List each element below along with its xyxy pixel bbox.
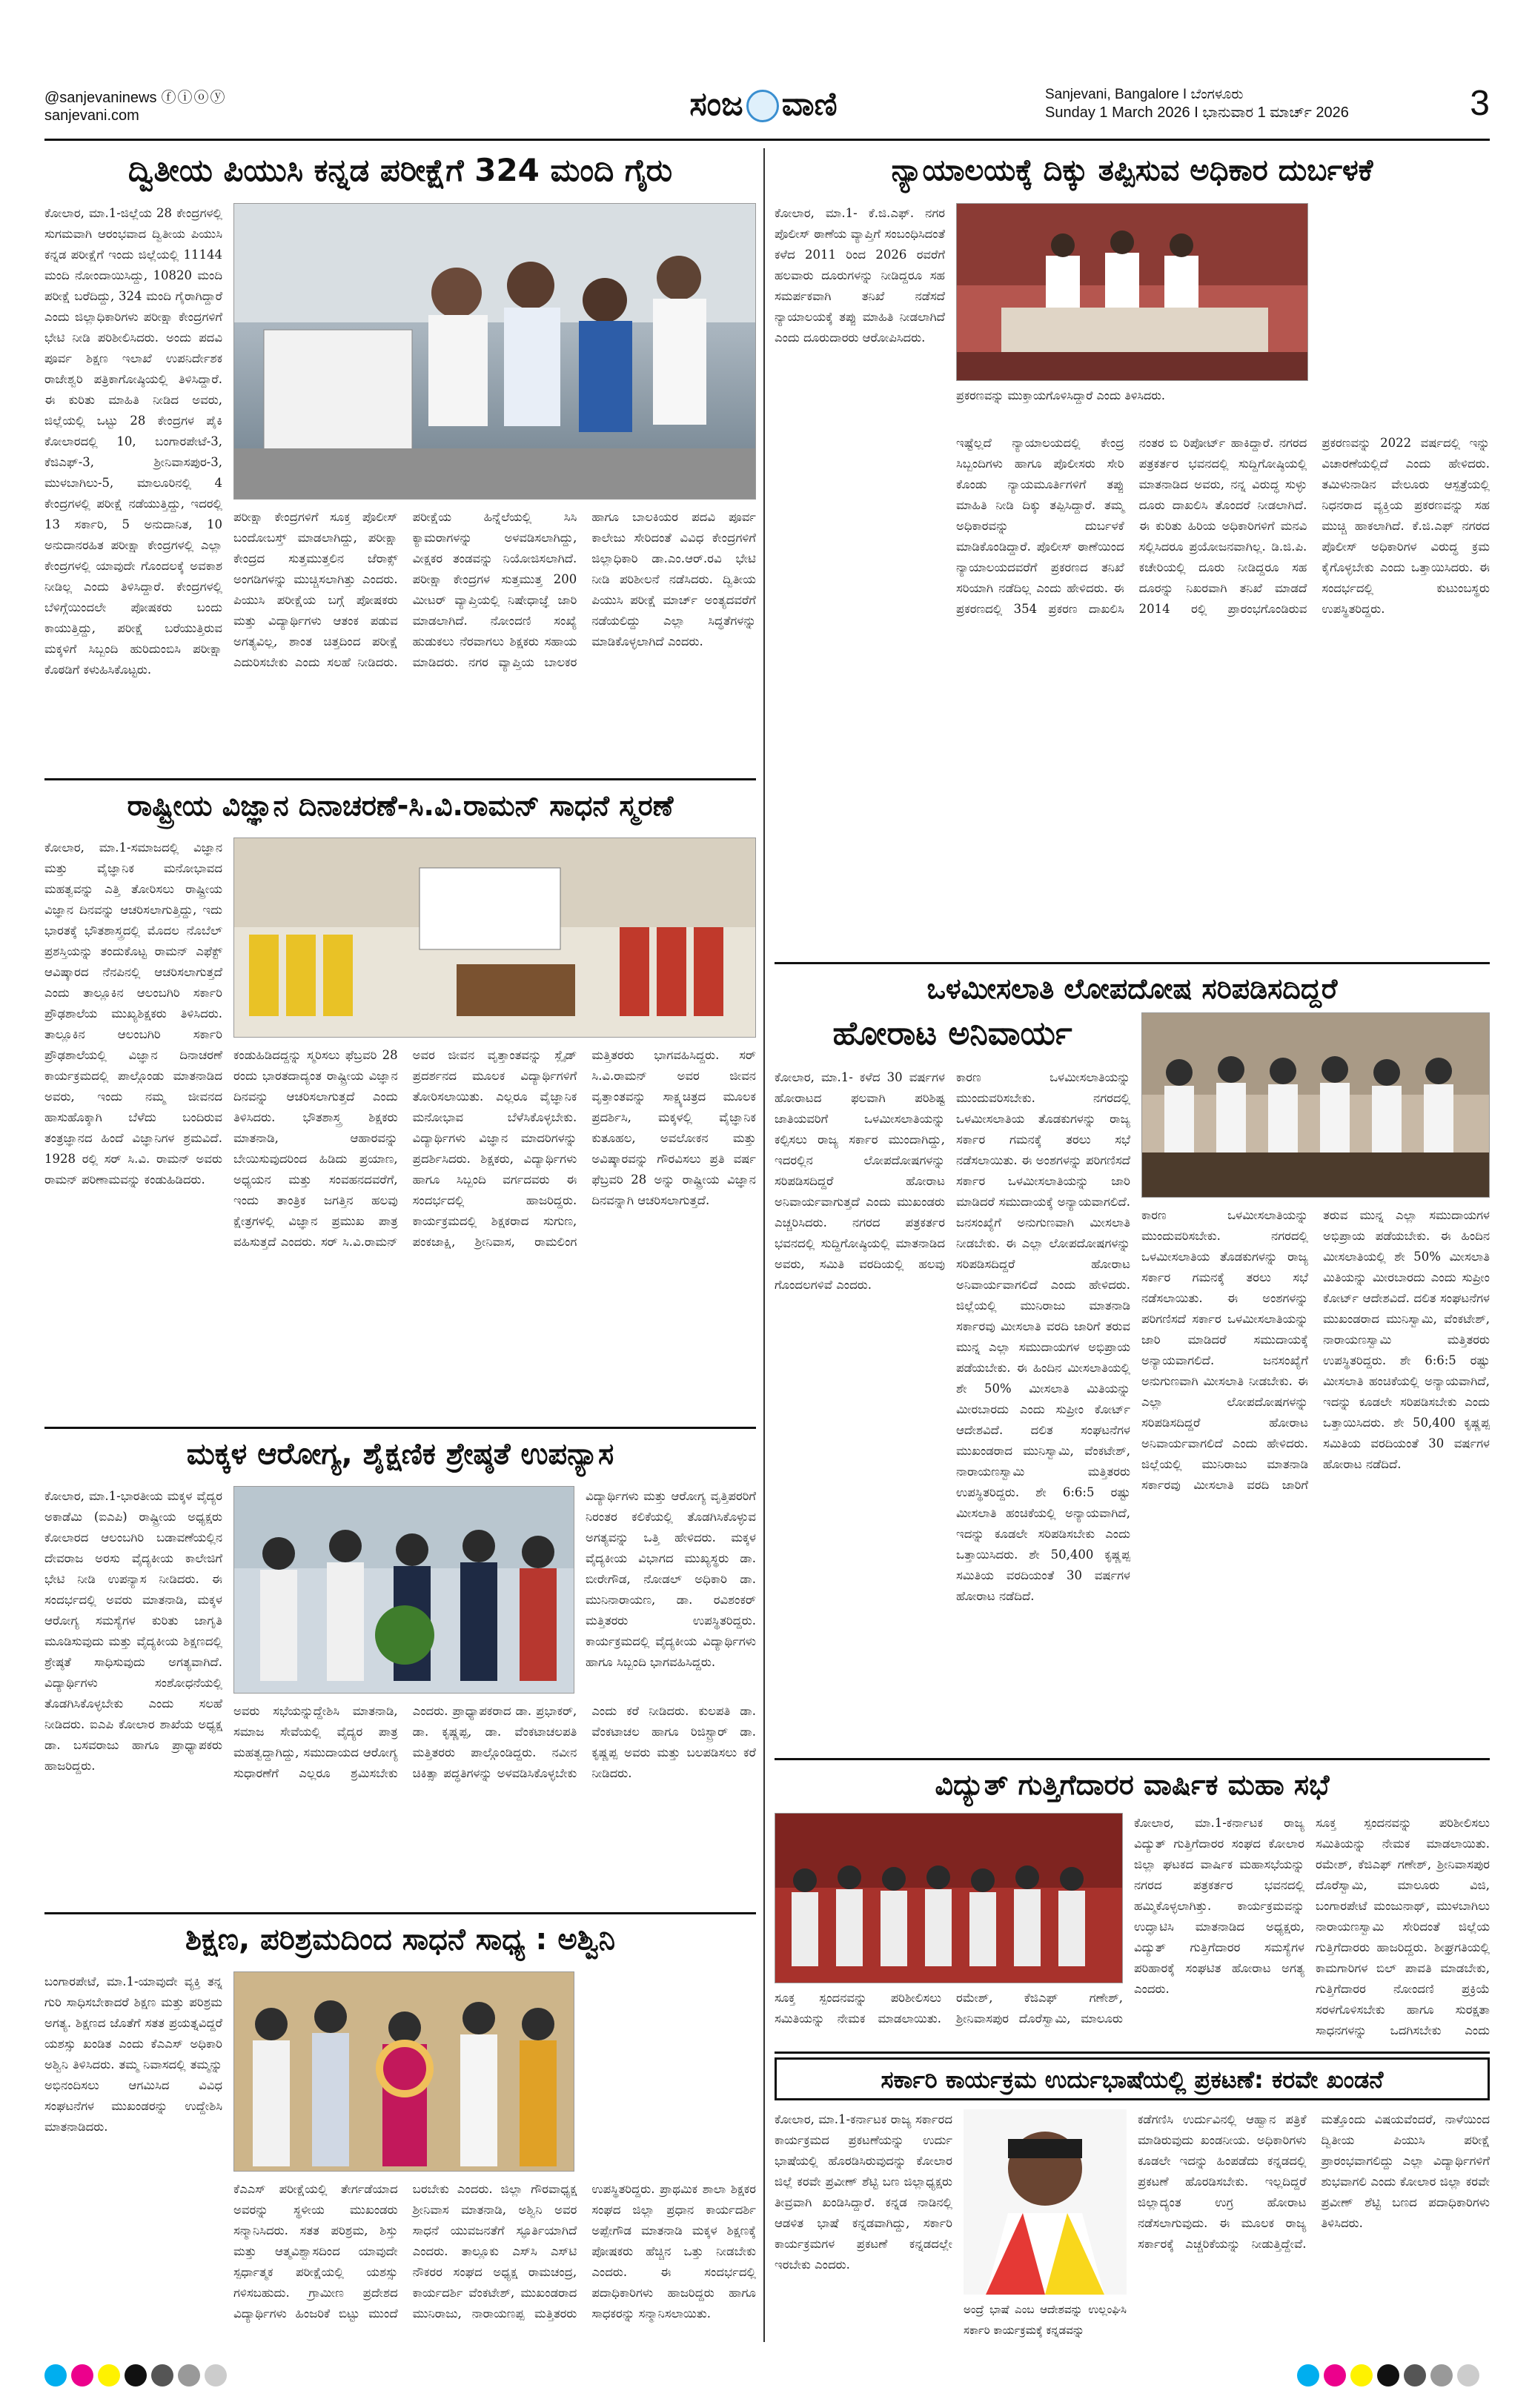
photo-lecture-inauguration <box>233 1486 574 1694</box>
article-internal-reservation <box>775 968 1490 1754</box>
headline: ಸರ್ಕಾರಿ ಕಾರ್ಯಕ್ರಮ ಉರ್ದುಭಾಷೆಯಲ್ಲಿ ಪ್ರಕಟಣೆ: ಕರವೇ ಖಂಡನೆ <box>775 2057 1490 2100</box>
grey-dot <box>1457 2364 1479 2387</box>
social-handle[interactable]: @sanjevaninews <box>44 90 157 106</box>
edition-info <box>1045 86 1460 122</box>
headline: ರಾಷ್ಟ್ರೀಯ ವಿಜ್ಞಾನ ದಿನಾಚರಣೆ-ಸಿ.ವಿ.ರಾಮನ್ ಸಾಧನೆ ಸ್ಮರಣೆ <box>127 789 674 822</box>
article-body-text: ಪರೀಕ್ಷಾ ಕೇಂದ್ರಗಳಿಗೆ ಸೂಕ್ತ ಪೊಲೀಸ್ ಬಂದೋಬಸ್ತ್ ಮಾಡಲಾಗಿದ್ದು, ಪರೀಕ್ಷಾ ಕೇಂದ್ರದ ಸುತ್ತಮುತ್ತಲಿನ ಜೆರಾಕ್ಸ್ ಅಂಗಡಿಗಳನ್ನು ಮುಚ್ಚಿಸಲಾಗಿತ್ತು ಎಂದರು. ಪಿಯುಸಿ ಪರೀಕ್ಷೆಯ ಬಗ್ಗೆ ಪೋಷಕರು ಮತ್ತು ವಿದ್ಯಾರ್ಥಿಗಳು ಆತಂಕ ಪಡುವ ಅಗತ್ಯವಿಲ್ಲ, ಶಾಂತ ಚಿತ್ತದಿಂದ ಪರೀಕ್ಷೆ ಎದುರಿಸಬೇಕು ಎಂದು ಸಲಹೆ ನೀಡಿದರು. ಪರೀಕ್ಷೆಯ ಹಿನ್ನೆಲೆಯಲ್ಲಿ ಸಿಸಿ ಕ್ಯಾಮರಾಗಳನ್ನು ಅಳವಡಿಸಲಾಗಿದ್ದು, ವೀಕ್ಷಕರ ತಂಡವನ್ನು ನಿಯೋಜಿಸಲಾಗಿದೆ. ಪರೀಕ್ಷಾ ಕೇಂದ್ರಗಳ ಸುತ್ತಮುತ್ತ 200 ಮೀಟರ್ ವ್ಯಾಪ್ತಿಯಲ್ಲಿ ನಿಷೇಧಾಜ್ಞೆ ಜಾರಿ ಮಾಡಲಾಗಿದೆ. ನೋಂದಣಿ ಸಂಖ್ಯೆ ಹುಡುಕಲು ನೆರವಾಗಲು ಶಿಕ್ಷಕರು ಸಹಾಯ ಮಾಡಿದರು. ನಗರ ವ್ಯಾಪ್ತಿಯ ಬಾಲಕರ ಹಾಗೂ ಬಾಲಕಿಯರ ಪದವಿ ಪೂರ್ವ ಕಾಲೇಜು ಸೇರಿದಂತೆ ವಿವಿಧ ಕೇಂದ್ರಗಳಿಗೆ ಜಿಲ್ಲಾಧಿಕಾರಿ ಡಾ.ಎಂ.ಆರ್.ರವಿ ಭೇಟಿ ನೀಡಿ ಪರಿಶೀಲನೆ ನಡೆಸಿದರು. ದ್ವಿತೀಯ ಪಿಯುಸಿ ಪರೀಕ್ಷೆ ಮಾರ್ಚ್ ಅಂತ್ಯದವರೆಗೆ ನಡೆಯಲಿದ್ದು ಎಲ್ಲಾ ಸಿದ್ಧತೆಗಳನ್ನು ಮಾಡಿಕೊಳ್ಳಲಾಗಿದೆ ಎಂದರು. <box>233 510 756 669</box>
article-body-text: ಇಷ್ಟೆಲ್ಲದೆ ನ್ಯಾಯಾಲಯದಲ್ಲಿ ಕೇಂದ್ರ ಸಿಬ್ಬಂದಿಗಳು ಹಾಗೂ ಪೊಲೀಸರು ಸೇರಿ ಕೊಂಡು ನ್ಯಾಯಮೂರ್ತಿಗಳಿಗೆ ತಪ್ಪು ಮಾಹಿತಿ ನೀಡಿ ದಿಕ್ಕು ತಪ್ಪಿಸಿದ್ದಾರೆ. ತಮ್ಮ ಅಧಿಕಾರವನ್ನು ದುರ್ಬಳಕೆ ಮಾಡಿಕೊಂಡಿದ್ದಾರೆ. ಪೊಲೀಸ್ ಠಾಣೆಯಿಂದ ನ್ಯಾಯಾಲಯದವರೆಗೆ ಪ್ರಕರಣದ ತನಿಖೆ ಸರಿಯಾಗಿ ನಡೆದಿಲ್ಲ ಎಂದು ಹೇಳಿದರು. ಈ ಪ್ರಕರಣದಲ್ಲಿ 354 ಪ್ರಕರಣ ದಾಖಲಿಸಿ ನಂತರ ಬಿ ರಿಪೋರ್ಟ್ ಹಾಕಿದ್ದಾರೆ. ನಗರದ ಪತ್ರಕರ್ತರ ಭವನದಲ್ಲಿ ಸುದ್ದಿಗೋಷ್ಠಿಯಲ್ಲಿ ಮಾತನಾಡಿದ ಅವರು, ನನ್ನ ವಿರುದ್ಧ ಸುಳ್ಳು ದೂರು ದಾಖಲಿಸಿ ತೊಂದರೆ ನೀಡಲಾಗಿದೆ. ಈ ಕುರಿತು ಹಿರಿಯ ಅಧಿಕಾರಿಗಳಿಗೆ ಮನವಿ ಸಲ್ಲಿಸಿದರೂ ಪ್ರಯೋಜನವಾಗಿಲ್ಲ. ಡಿ.ಜಿ.ಪಿ. ಕಚೇರಿಯಲ್ಲಿ ದೂರು ನೀಡಿದ್ದರೂ ಸಹ ದೂರನ್ನು ನಿಖರವಾಗಿ ತನಿಖೆ ಮಾಡದೆ 2014 ರಲ್ಲಿ ಪ್ರಾರಂಭಗೊಂಡಿರುವ ಪ್ರಕರಣವನ್ನು 2022 ವರ್ಷದಲ್ಲಿ ಇನ್ನು ವಿಚಾರಣೆಯಲ್ಲಿದೆ ಎಂದು ಹೇಳಿದರು. ತಮಿಳುನಾಡಿನ ವೇಲೂರು ಆಸ್ಪತ್ರೆಯಲ್ಲಿ ನಿಧನರಾದ ವ್ಯಕ್ತಿಯ ಪ್ರಕರಣವನ್ನು ಸಹ ಮುಚ್ಚಿ ಹಾಕಲಾಗಿದೆ. ಕೆ.ಜಿ.ಎಫ್ ನಗರದ ಪೊಲೀಸ್ ಅಧಿಕಾರಿಗಳ ವಿರುದ್ಧ ಕ್ರಮ ಕೈಗೊಳ್ಳಬೇಕು ಎಂದು ಒತ್ತಾಯಿಸಿದರು. ಈ ಸಂದರ್ಭದಲ್ಲಿ ಕುಟುಂಬಸ್ಥರು ಉಪಸ್ಥಿತರಿದ್ದರು. <box>956 436 1490 616</box>
cyan-dot <box>1297 2364 1319 2387</box>
yellow-dot <box>1350 2364 1373 2387</box>
masthead <box>44 82 1490 141</box>
article-science-day <box>44 784 756 1422</box>
section-rule <box>44 778 756 780</box>
edition-name: Sanjevani, Bangalore I <box>1045 87 1187 102</box>
photo-illustration <box>957 204 1308 381</box>
social-icons[interactable]: ⓕⓘⓞⓨ <box>161 90 227 106</box>
newspaper-logo <box>578 82 949 127</box>
article-body-text: ಕಾರಣ ಒಳಮೀಸಲಾತಿಯನ್ನು ಮುಂದುವರಿಸಬೇಕು. ನಗರದಲ್ಲಿ ಒಳಮೀಸಲಾತಿಯ ತೊಡಕುಗಳನ್ನು ರಾಜ್ಯ ಸರ್ಕಾರ ಗಮನಕ್ಕೆ ತರಲು ಸಭೆ ನಡೆಸಲಾಯಿತು. ಈ ಅಂಶಗಳನ್ನು ಪರಿಗಣಿಸದೆ ಸರ್ಕಾರ ಒಳಮೀಸಲಾತಿಯನ್ನು ಜಾರಿ ಮಾಡಿದರೆ ಸಮುದಾಯಕ್ಕೆ ಅನ್ಯಾಯವಾಗಲಿದೆ. ಜನಸಂಖ್ಯೆಗೆ ಅನುಗುಣವಾಗಿ ಮೀಸಲಾತಿ ನೀಡಬೇಕು. ಈ ಎಲ್ಲಾ ಲೋಪದೋಷಗಳನ್ನು ಸರಿಪಡಿಸದಿದ್ದರೆ ಹೋರಾಟ ಅನಿವಾರ್ಯವಾಗಲಿದೆ ಎಂದು ಹೇಳಿದರು. ಜಿಲ್ಲೆಯಲ್ಲಿ ಮುನಿರಾಜು ಮಾತನಾಡಿ ಸರ್ಕಾರವು ಮೀಸಲಾತಿ ವರದಿ ಜಾರಿಗೆ ತರುವ ಮುನ್ನ ಎಲ್ಲಾ ಸಮುದಾಯಗಳ ಅಭಿಪ್ರಾಯ ಪಡೆಯಬೇಕು. ಈ ಹಿಂದಿನ ಮೀಸಲಾತಿಯಲ್ಲಿ ಶೇ 50% ಮೀಸಲಾತಿ ಮಿತಿಯನ್ನು ಮೀರಬಾರದು ಎಂದು ಸುಪ್ರೀಂ ಕೋರ್ಟ್ ಆದೇಶವಿದೆ. ದಲಿತ ಸಂಘಟನೆಗಳ ಮುಖಂಡರಾದ ಮುನಿಸ್ವಾಮಿ, ವೆಂಕಟೇಶ್, ನಾರಾಯಣಸ್ವಾಮಿ ಮತ್ತಿತರರು ಉಪಸ್ಥಿತರಿದ್ದರು. ಶೇ 6:6:5 ರಷ್ಟು ಮೀಸಲಾತಿ ಹಂಚಿಕೆಯಲ್ಲಿ ಅನ್ಯಾಯವಾಗಿದೆ, ಇದನ್ನು ಕೂಡಲೇ ಸರಿಪಡಿಸಬೇಕು ಎಂದು ಒತ್ತಾಯಿಸಿದರು. ಶೇ 50,400 ಕೃಷ್ಣಪ್ಪ ಸಮಿತಿಯ ವರದಿಯಂತೆ 30 ವರ್ಷಗಳ ಹೋರಾಟ ನಡೆದಿದೆ. <box>1141 1208 1490 1492</box>
headline: ವಿದ್ಯುತ್ ಗುತ್ತಿಗೆದಾರರ ವಾರ್ಷಿಕ ಮಹಾ ಸಭೆ <box>935 1768 1330 1801</box>
headline: ಶಿಕ್ಷಣ, ಪರಿಶ್ರಮದಿಂದ ಸಾಧನೆ ಸಾಧ್ಯ : ಅಶ್ವಿನಿ <box>185 1923 616 1957</box>
photo-illustration <box>234 1487 574 1694</box>
magenta-dot <box>1324 2364 1346 2387</box>
site-url[interactable]: sanjevani.com <box>44 107 139 124</box>
photo-illustration <box>234 838 756 1038</box>
photo-illustration <box>1142 1013 1490 1198</box>
grey-dot <box>151 2364 173 2387</box>
article-body-text: ಅವರು ಸಭೆಯನ್ನುದ್ದೇಶಿಸಿ ಮಾತನಾಡಿ, ಸಮಾಜ ಸೇವೆಯಲ್ಲಿ ವೈದ್ಯರ ಪಾತ್ರ ಮಹತ್ವದ್ದಾಗಿದ್ದು, ಸಮುದಾಯದ ಆರೋಗ್ಯ ಸುಧಾರಣೆಗೆ ಎಲ್ಲರೂ ಶ್ರಮಿಸಬೇಕು ಎಂದರು. ಪ್ರಾಧ್ಯಾಪಕರಾದ ಡಾ. ಪ್ರಭಾಕರ್, ಡಾ. ಕೃಷ್ಣಪ್ಪ, ಡಾ. ವೆಂಕಟಾಚಲಪತಿ ಮತ್ತಿತರರು ಪಾಲ್ಗೊಂಡಿದ್ದರು. ನವೀನ ಚಿಕಿತ್ಸಾ ಪದ್ಧತಿಗಳನ್ನು ಅಳವಡಿಸಿಕೊಳ್ಳಬೇಕು ಎಂದು ಕರೆ ನೀಡಿದರು. ಕುಲಪತಿ ಡಾ. ವೆಂಕಟಾಚಲ ಹಾಗೂ ರಿಜಿಸ್ಟ್ರಾರ್ ಡಾ. ಕೃಷ್ಣಪ್ಪ ಅವರು ಮತ್ತು ಬಲಪಡಿಸಲು ಕರೆ ನೀಡಿದರು. <box>233 1704 756 1780</box>
page-number: 3 <box>1470 84 1490 123</box>
section-rule <box>44 1912 756 1914</box>
magenta-dot <box>71 2364 93 2387</box>
photo-students-checking-numbers <box>233 203 756 500</box>
article-body-text: ಕಡೆಗಣಿಸಿ ಉರ್ದುವಿನಲ್ಲಿ ಆಹ್ವಾನ ಪತ್ರಿಕೆ ಮಾಡಿರುವುದು ಖಂಡನೀಯ. ಅಧಿಕಾರಿಗಳು ಕೂಡಲೇ ಇದನ್ನು ಹಿಂಪಡೆದು ಕನ್ನಡದಲ್ಲಿ ಪ್ರಕಟಣೆ ಹೊರಡಿಸಬೇಕು. ಇಲ್ಲದಿದ್ದರೆ ಜಿಲ್ಲಾದ್ಯಂತ ಉಗ್ರ ಹೋರಾಟ ನಡೆಸಲಾಗುವುದು. ಈ ಮೂಲಕ ರಾಜ್ಯ ಸರ್ಕಾರಕ್ಕೆ ಎಚ್ಚರಿಕೆಯನ್ನು ನೀಡುತ್ತಿದ್ದೇವೆ. ಮತ್ತೊಂದು ವಿಷಯವೆಂದರೆ, ನಾಳೆಯಿಂದ ದ್ವಿತೀಯ ಪಿಯುಸಿ ಪರೀಕ್ಷೆ ಪ್ರಾರಂಭವಾಗಲಿದ್ದು ಎಲ್ಲಾ ವಿದ್ಯಾರ್ಥಿಗಳಿಗೆ ಶುಭವಾಗಲಿ ಎಂದು ಕೋಲಾರ ಜಿಲ್ಲಾ ಕರವೇ ಪ್ರವೀಣ್ ಶೆಟ್ಟಿ ಬಣದ ಪದಾಧಿಕಾರಿಗಳು ತಿಳಿಸಿದರು. <box>1138 2112 1490 2251</box>
photo-illustration <box>234 204 756 500</box>
article-puc-exam <box>44 148 756 771</box>
logo-globe-icon <box>746 90 779 122</box>
article-lead-text: ಕೋಲಾರ, ಮಾ.1-ಸಮಾಜದಲ್ಲಿ ವಿಜ್ಞಾನ ಮತ್ತು ವೈಜ್ಞಾನಿಕ ಮನೋಭಾವದ ಮಹತ್ವವನ್ನು ಎತ್ತಿ ತೋರಿಸಲು ರಾಷ್ಟ್ರೀಯ ವಿಜ್ಞಾನ ದಿನವನ್ನು ಆಚರಿಸಲಾಗುತ್ತಿದ್ದು, ಇದು ಭಾರತಕ್ಕೆ ಭೌತಶಾಸ್ತ್ರದಲ್ಲಿ ಮೊದಲ ನೊಬೆಲ್ ಪ್ರಶಸ್ತಿಯನ್ನು ತಂದುಕೊಟ್ಟ ರಾಮನ್ ಎಫೆಕ್ಟ್ ಆವಿಷ್ಕಾರದ ನೆನಪಿನಲ್ಲಿ ಆಚರಿಸಲಾಗುತ್ತದೆ ಎಂದು ತಾಲ್ಲೂಕಿನ ಆಲಂಬಗಿರಿ ಸರ್ಕಾರಿ ಪ್ರೌಢಶಾಲೆಯ ಮುಖ್ಯಶಿಕ್ಷಕರು ತಿಳಿಸಿದರು. ತಾಲ್ಲೂಕಿನ ಆಲಂಬಗಿರಿ ಸರ್ಕಾರಿ ಪ್ರೌಢಶಾಲೆಯಲ್ಲಿ ವಿಜ್ಞಾನ ದಿನಾಚರಣೆ ಕಾರ್ಯಕ್ರಮದಲ್ಲಿ ಪಾಲ್ಗೊಂಡು ಮಾತನಾಡಿದ ಅವರು, ಇಂದು ನಮ್ಮ ಜೀವನದ ಹಾಸುಹೊಕ್ಕಾಗಿ ಬೆಳೆದು ಬಂದಿರುವ ತಂತ್ರಜ್ಞಾನದ ಹಿಂದೆ ವಿಜ್ಞಾನಿಗಳ ಶ್ರಮವಿದೆ. 1928 ರಲ್ಲಿ ಸರ್ ಸಿ.ವಿ. ರಾಮನ್ ಅವರು ರಾಮನ್ ಪರಿಣಾಮವನ್ನು ಕಂಡುಹಿಡಿದರು. <box>44 840 222 1187</box>
section-rule <box>775 2052 1490 2054</box>
section-rule <box>44 1427 756 1429</box>
photo-illustration <box>234 1972 574 2172</box>
yellow-dot <box>98 2364 120 2387</box>
color-registration-left <box>44 2364 227 2391</box>
article-body-text: ಕೆಎಎಸ್ ಪರೀಕ್ಷೆಯಲ್ಲಿ ತೇರ್ಗಡೆಯಾದ ಅವರನ್ನು ಸ್ಥಳೀಯ ಮುಖಂಡರು ಸನ್ಮಾನಿಸಿದರು. ಸತತ ಪರಿಶ್ರಮ, ಶಿಸ್ತು ಮತ್ತು ಆತ್ಮವಿಶ್ವಾಸದಿಂದ ಯಾವುದೇ ಸ್ಪರ್ಧಾತ್ಮಕ ಪರೀಕ್ಷೆಯಲ್ಲಿ ಯಶಸ್ಸು ಗಳಿಸಬಹುದು. ಗ್ರಾಮೀಣ ಪ್ರದೇಶದ ವಿದ್ಯಾರ್ಥಿಗಳು ಹಿಂಜರಿಕೆ ಬಿಟ್ಟು ಮುಂದೆ ಬರಬೇಕು ಎಂದರು. ಜಿಲ್ಲಾ ಗೌರವಾಧ್ಯಕ್ಷ ಶ್ರೀನಿವಾಸ ಮಾತನಾಡಿ, ಅಶ್ವಿನಿ ಅವರ ಸಾಧನೆ ಯುವಜನತೆಗೆ ಸ್ಫೂರ್ತಿಯಾಗಿದೆ ಎಂದರು. ತಾಲ್ಲೂಕು ಎಸ್‌ಸಿ ಎಸ್‌ಟಿ ನೌಕರರ ಸಂಘದ ಅಧ್ಯಕ್ಷ ರಾಮಚಂದ್ರ, ಕಾರ್ಯದರ್ಶಿ ವೆಂಕಟೇಶ್, ಮುಖಂಡರಾದ ಮುನಿರಾಜು, ನಾರಾಯಣಪ್ಪ ಮತ್ತಿತರರು ಉಪಸ್ಥಿತರಿದ್ದರು. ಪ್ರಾಥಮಿಕ ಶಾಲಾ ಶಿಕ್ಷಕರ ಸಂಘದ ಜಿಲ್ಲಾ ಪ್ರಧಾನ ಕಾರ್ಯದರ್ಶಿ ಅಪ್ಪೇಗೌಡ ಮಾತನಾಡಿ ಮಕ್ಕಳ ಶಿಕ್ಷಣಕ್ಕೆ ಪೋಷಕರು ಹೆಚ್ಚಿನ ಒತ್ತು ನೀಡಬೇಕು ಎಂದರು. ಈ ಸಂದರ್ಭದಲ್ಲಿ ಪದಾಧಿಕಾರಿಗಳು ಹಾಜರಿದ್ದರು ಹಾಗೂ ಸಾಧಕರನ್ನು ಸನ್ಮಾನಿಸಲಾಯಿತು. <box>233 2182 756 2321</box>
article-child-health-lecture <box>44 1433 756 1907</box>
logo-text-left: ಸಂಜ <box>689 85 743 123</box>
article-education-achievement <box>44 1918 756 2348</box>
article-urdu-announcement <box>775 2057 1490 2348</box>
photo-illustration <box>775 1814 1123 1983</box>
headline: ಮಕ್ಕಳ ಆರೋಗ್ಯ, ಶೈಕ್ಷಣಿಕ ಶ್ರೇಷ್ಠತೆ ಉಪನ್ಯಾಸ <box>186 1437 614 1471</box>
grey-dot <box>178 2364 200 2387</box>
headline: ನ್ಯಾಯಾಲಯಕ್ಕೆ ದಿಕ್ಕು ತಪ್ಪಿಸುವ ಅಧಿಕಾರ ದುರ್ಬಳಕೆ <box>891 153 1373 188</box>
article-lead-text: ಕೋಲಾರ, ಮಾ.1- ಕಳೆದ 30 ವರ್ಷಗಳ ಹೋರಾಟದ ಫಲವಾಗಿ ಪರಿಶಿಷ್ಟ ಜಾತಿಯವರಿಗೆ ಒಳಮೀಸಲಾತಿಯನ್ನು ಕಲ್ಪಿಸಲು ರಾಜ್ಯ ಸರ್ಕಾರ ಮುಂದಾಗಿದ್ದು, ಇದರಲ್ಲಿನ ಲೋಪದೋಷಗಳನ್ನು ಸರಿಪಡಿಸದಿದ್ದರೆ ಹೋರಾಟ ಅನಿವಾರ್ಯವಾಗುತ್ತದೆ ಎಂದು ಮುಖಂಡರು ಎಚ್ಚರಿಸಿದರು. ನಗರದ ಪತ್ರಕರ್ತರ ಭವನದಲ್ಲಿ ಸುದ್ದಿಗೋಷ್ಠಿಯಲ್ಲಿ ಮಾತನಾಡಿದ ಅವರು, ಸಮಿತಿ ವರದಿಯಲ್ಲಿ ಹಲವು ಗೊಂದಲಗಳಿವೆ ಎಂದರು. <box>775 1070 945 1292</box>
photo-science-day-event <box>233 838 756 1038</box>
date-kn: ಭಾನುವಾರ 1 ಮಾರ್ಚ್ 2026 <box>1202 105 1349 121</box>
article-lead-text: ಕೋಲಾರ, ಮಾ.1-ಜಿಲ್ಲೆಯ 28 ಕೇಂದ್ರಗಳಲ್ಲಿ ಸುಗಮವಾಗಿ ಆರಂಭವಾದ ದ್ವಿತೀಯ ಪಿಯುಸಿ ಕನ್ನಡ ಪರೀಕ್ಷೆಗೆ ಇಂದು ಜಿಲ್ಲೆಯಲ್ಲಿ 11144 ಮಂದಿ ನೋಂದಾಯಿಸಿದ್ದು, 10820 ಮಂದಿ ಪರೀಕ್ಷೆ ಬರೆದಿದ್ದು, 324 ಮಂದಿ ಗೈರಾಗಿದ್ದಾರೆ ಎಂದು ಜಿಲ್ಲಾಧಿಕಾರಿಗಳು ಪರೀಕ್ಷಾ ಕೇಂದ್ರಗಳಿಗೆ ಭೇಟಿ ನೀಡಿ ಪರಿಶೀಲಿಸಿದರು. ಅಂದು ಪದವಿ ಪೂರ್ವ ಶಿಕ್ಷಣ ಇಲಾಖೆ ಉಪನಿರ್ದೇಶಕ ರಾಜೇಶ್ವರಿ ಪತ್ರಿಕಾಗೋಷ್ಠಿಯಲ್ಲಿ ತಿಳಿಸಿದ್ದಾರೆ. ಈ ಕುರಿತು ಮಾಹಿತಿ ನೀಡಿದ ಅವರು, ಜಿಲ್ಲೆಯಲ್ಲಿ ಒಟ್ಟು 28 ಕೇಂದ್ರಗಳ ಪೈಕಿ ಕೋಲಾರದಲ್ಲಿ 10, ಬಂಗಾರಪೇಟೆ-3, ಕೆಜಿಎಫ್-3, ಶ್ರೀನಿವಾಸಪುರ-3, ಮುಳಬಾಗಿಲು-5, ಮಾಲೂರಿನಲ್ಲಿ 4 ಕೇಂದ್ರಗಳಲ್ಲಿ ಪರೀಕ್ಷೆ ನಡೆಯುತ್ತಿದ್ದು, ಇದರಲ್ಲಿ 13 ಸರ್ಕಾರಿ, 5 ಅನುದಾನಿತ, 10 ಅನುದಾನರಹಿತ ಪರೀಕ್ಷಾ ಕೇಂದ್ರಗಳಲ್ಲಿ ಎಲ್ಲಾ ಕೇಂದ್ರಗಳಲ್ಲಿ ಯಾವುದೇ ಗೊಂದಲಕ್ಕೆ ಅವಕಾಶ ನೀಡಿಲ್ಲ ಎಂದು ತಿಳಿಸಿದ್ದಾರೆ. ಕೇಂದ್ರಗಳಲ್ಲಿ ಬೆಳಿಗ್ಗೆಯಿಂದಲೇ ಪೋಷಕರು ಬಂದು ಕಾಯುತ್ತಿದ್ದು, ಪರೀಕ್ಷೆ ಬರೆಯುತ್ತಿರುವ ಮಕ್ಕಳಿಗೆ ಸಿಬ್ಬಂದಿ ಹುರಿದುಂಬಿಸಿ ಪರೀಕ್ಷಾ ಕೊಠಡಿಗೆ ಕಳುಹಿಸಿಕೊಟ್ಟರು. <box>44 206 222 677</box>
photo-annual-meeting <box>775 1813 1123 1983</box>
masthead-social <box>44 89 227 125</box>
section-rule <box>775 1758 1490 1760</box>
grey-dot <box>1430 2364 1453 2387</box>
headline-line-1: ಒಳಮೀಸಲಾತಿ ಲೋಪದೋಷ ಸರಿಪಡಿಸದಿದ್ದರೆ <box>926 972 1338 1005</box>
color-registration-right <box>1297 2364 1479 2391</box>
article-body-text-lower: ಸೂಕ್ತ ಸ್ಪಂದನವನ್ನು ಪರಿಶೀಲಿಸಲು ಸಮಿತಿಯನ್ನು ನೇಮಕ ಮಾಡಲಾಯಿತು. ರಮೇಶ್, ಕೆಜಿಎಫ್ ಗಣೇಶ್, ಶ್ರೀನಿವಾಸಪುರ ದೊರೆಸ್ವಾಮಿ, ಮಾಲೂರು <box>775 1991 1123 2026</box>
photo-karave-leader <box>964 2109 1127 2295</box>
article-side-text: ವಿದ್ಯಾರ್ಥಿಗಳು ಮತ್ತು ಆರೋಗ್ಯ ವೃತ್ತಿಪರರಿಗೆ ನಿರಂತರ ಕಲಿಕೆಯಲ್ಲಿ ತೊಡಗಿಸಿಕೊಳ್ಳುವ ಅಗತ್ಯವನ್ನು ಒತ್ತಿ ಹೇಳಿದರು. ಮಕ್ಕಳ ವೈದ್ಯಕೀಯ ವಿಭಾಗದ ಮುಖ್ಯಸ್ಥರು ಡಾ. ಬೀರೇಗೌಡ, ನೋಡಲ್ ಅಧಿಕಾರಿ ಡಾ. ಮುನಿನಾರಾಯಣ, ಡಾ. ರವಿಶಂಕರ್ ಮತ್ತಿತರರು ಉಪಸ್ಥಿತರಿದ್ದರು. ಕಾರ್ಯಕ್ರಮದಲ್ಲಿ ವೈದ್ಯಕೀಯ ವಿದ್ಯಾರ್ಥಿಗಳು ಹಾಗೂ ಸಿಬ್ಬಂದಿ ಭಾಗವಹಿಸಿದ್ದರು. <box>586 1489 756 1669</box>
date-en: Sunday 1 March 2026 I <box>1045 105 1198 121</box>
logo-text-right: ವಾಣಿ <box>781 85 838 123</box>
photo-caption: ಪ್ರಕರಣವನ್ನು ಮುಕ್ತಾಯಗೊಳಿಸಿದ್ದಾರೆ ಎಂದು ತಿಳಿಸಿದರು. <box>956 388 1166 402</box>
photo-press-conference <box>1141 1012 1490 1198</box>
headline: ದ್ವಿತೀಯ ಪಿಯುಸಿ ಕನ್ನಡ ಪರೀಕ್ಷೆಗೆ 324 ಮಂದಿ ಗೈರು <box>127 152 673 188</box>
grey-dot <box>205 2364 227 2387</box>
column-divider <box>763 148 765 2342</box>
grey-dot <box>1404 2364 1426 2387</box>
photo-illustration <box>964 2109 1127 2295</box>
photo-press-meet <box>956 203 1308 381</box>
article-body-text: ಸೂಕ್ತ ಸ್ಪಂದನವನ್ನು ಪರಿಶೀಲಿಸಲು ಸಮಿತಿಯನ್ನು ನೇಮಕ ಮಾಡಲಾಯಿತು. ರಮೇಶ್, ಕೆಜಿಎಫ್ ಗಣೇಶ್, ಶ್ರೀನಿವಾಸಪುರ ದೊರೆಸ್ವಾಮಿ, ಮಾಲೂರು ವಿಜಿ, ಬಂಗಾರಪೇಟೆ ಮಂಜುನಾಥ್, ಮುಳಬಾಗಿಲು ನಾರಾಯಣಸ್ವಾಮಿ ಸೇರಿದಂತೆ ಜಿಲ್ಲೆಯ ಗುತ್ತಿಗೆದಾರರು ಹಾಜರಿದ್ದರು. ಶೀಘ್ರಗತಿಯಲ್ಲಿ ಕಾಮಗಾರಿಗಳ ಬಿಲ್ ಪಾವತಿ ಮಾಡಬೇಕು, ಗುತ್ತಿಗೆದಾರರ ನೋಂದಣಿ ಪ್ರಕ್ರಿಯೆ ಸರಳಗೊಳಿಸಬೇಕು ಹಾಗೂ ಸುರಕ್ಷತಾ ಸಾಧನಗಳನ್ನು ಒದಗಿಸಬೇಕು ಎಂದು <box>1316 1816 1490 2037</box>
article-body-text-col2: ಕಾರಣ ಒಳಮೀಸಲಾತಿಯನ್ನು ಮುಂದುವರಿಸಬೇಕು. ನಗರದಲ್ಲಿ ಒಳಮೀಸಲಾತಿಯ ತೊಡಕುಗಳನ್ನು ರಾಜ್ಯ ಸರ್ಕಾರ ಗಮನಕ್ಕೆ ತರಲು ಸಭೆ ನಡೆಸಲಾಯಿತು. ಈ ಅಂಶಗಳನ್ನು ಪರಿಗಣಿಸದೆ ಸರ್ಕಾರ ಒಳಮೀಸಲಾತಿಯನ್ನು ಜಾರಿ ಮಾಡಿದರೆ ಸಮುದಾಯಕ್ಕೆ ಅನ್ಯಾಯವಾಗಲಿದೆ. ಜನಸಂಖ್ಯೆಗೆ ಅನುಗುಣವಾಗಿ ಮೀಸಲಾತಿ ನೀಡಬೇಕು. ಈ ಎಲ್ಲಾ ಲೋಪದೋಷಗಳನ್ನು ಸರಿಪಡಿಸದಿದ್ದರೆ ಹೋರಾಟ ಅನಿವಾರ್ಯವಾಗಲಿದೆ ಎಂದು ಹೇಳಿದರು. ಜಿಲ್ಲೆಯಲ್ಲಿ ಮುನಿರಾಜು ಮಾತನಾಡಿ ಸರ್ಕಾರವು ಮೀಸಲಾತಿ ವರದಿ ಜಾರಿಗೆ ತರುವ ಮುನ್ನ ಎಲ್ಲಾ ಸಮುದಾಯಗಳ ಅಭಿಪ್ರಾಯ ಪಡೆಯಬೇಕು. ಈ ಹಿಂದಿನ ಮೀಸಲಾತಿಯಲ್ಲಿ ಶೇ 50% ಮೀಸಲಾತಿ ಮಿತಿಯನ್ನು ಮೀರಬಾರದು ಎಂದು ಸುಪ್ರೀಂ ಕೋರ್ಟ್ ಆದೇಶವಿದೆ. ದಲಿತ ಸಂಘಟನೆಗಳ ಮುಖಂಡರಾದ ಮುನಿಸ್ವಾಮಿ, ವೆಂಕಟೇಶ್, ನಾರಾಯಣಸ್ವಾಮಿ ಮತ್ತಿತರರು ಉಪಸ್ಥಿತರಿದ್ದರು. ಶೇ 6:6:5 ರಷ್ಟು ಮೀಸಲಾತಿ ಹಂಚಿಕೆಯಲ್ಲಿ ಅನ್ಯಾಯವಾಗಿದೆ, ಇದನ್ನು ಕೂಡಲೇ ಸರಿಪಡಿಸಬೇಕು ಎಂದು ಒತ್ತಾಯಿಸಿದರು. ಶೇ 50,400 ಕೃಷ್ಣಪ್ಪ ಸಮಿತಿಯ ವರದಿಯಂತೆ 30 ವರ್ಷಗಳ ಹೋರಾಟ ನಡೆದಿದೆ. <box>956 1070 1130 1603</box>
photo-caption: ಅಂದ್ರೆ ಭಾಷೆ ಎಂಬ ಆದೇಶವನ್ನು ಉಲ್ಲಂಘಿಸಿ ಸರ್ಕಾರಿ ಕಾರ್ಯಕ್ರಮಕ್ಕೆ ಕನ್ನಡವನ್ನು <box>964 2303 1127 2337</box>
edition-name-kn: ಬೆಂಗಳೂರು <box>1190 87 1244 102</box>
section-rule <box>775 962 1490 964</box>
article-body-text: ಕಂಡುಹಿಡಿದದ್ದನ್ನು ಸ್ಮರಿಸಲು ಫೆಬ್ರವರಿ 28 ರಂದು ಭಾರತದಾದ್ಯಂತ ರಾಷ್ಟ್ರೀಯ ವಿಜ್ಞಾನ ದಿನವನ್ನು ಆಚರಿಸಲಾಗುತ್ತದೆ ಎಂದು ತಿಳಿಸಿದರು. ಭೌತಶಾಸ್ತ್ರ ಶಿಕ್ಷಕರು ಮಾತನಾಡಿ, ಆಹಾರವನ್ನು ಬೇಯಿಸುವುದರಿಂದ ಹಿಡಿದು ಪ್ರಯಾಣ, ಅಧ್ಯಯನ ಮತ್ತು ಸಂವಹನದವರೆಗೆ, ಇಂದು ತಾಂತ್ರಿಕ ಜಗತ್ತಿನ ಹಲವು ಕ್ಷೇತ್ರಗಳಲ್ಲಿ ವಿಜ್ಞಾನ ಪ್ರಮುಖ ಪಾತ್ರ ವಹಿಸುತ್ತದೆ ಎಂದರು. ಸರ್ ಸಿ.ವಿ.ರಾಮನ್ ಅವರ ಜೀವನ ವೃತ್ತಾಂತವನ್ನು ಸ್ಲೈಡ್ ಪ್ರದರ್ಶನದ ಮೂಲಕ ವಿದ್ಯಾರ್ಥಿಗಳಿಗೆ ತೋರಿಸಲಾಯಿತು. ಎಲ್ಲರೂ ವೈಜ್ಞಾನಿಕ ಮನೋಭಾವ ಬೆಳೆಸಿಕೊಳ್ಳಬೇಕು. ವಿದ್ಯಾರ್ಥಿಗಳು ವಿಜ್ಞಾನ ಮಾದರಿಗಳನ್ನು ಪ್ರದರ್ಶಿಸಿದರು. ಶಿಕ್ಷಕರು, ವಿದ್ಯಾರ್ಥಿಗಳು ಹಾಗೂ ಸಿಬ್ಬಂದಿ ವರ್ಗದವರು ಈ ಸಂದರ್ಭದಲ್ಲಿ ಹಾಜರಿದ್ದರು. ಕಾರ್ಯಕ್ರಮದಲ್ಲಿ ಶಿಕ್ಷಕರಾದ ಸುಗುಣ, ಪಂಕಜಾಕ್ಷಿ, ಶ್ರೀನಿವಾಸ, ರಾಮಲಿಂಗ ಮತ್ತಿತರರು ಭಾಗವಹಿಸಿದ್ದರು. ಸರ್ ಸಿ.ವಿ.ರಾಮನ್ ಅವರ ಜೀವನ ವೃತ್ತಾಂತವನ್ನು ಸಾಕ್ಷ್ಯಚಿತ್ರದ ಮೂಲಕ ಪ್ರದರ್ಶಿಸಿ, ಮಕ್ಕಳಲ್ಲಿ ವೈಜ್ಞಾನಿಕ ಕುತೂಹಲ, ಅವಲೋಕನ ಮತ್ತು ಅವಿಷ್ಕಾರವನ್ನು ಗೌರವಿಸಲು ಪ್ರತಿ ವರ್ಷ ಫೆಬ್ರವರಿ 28 ಅನ್ನು ರಾಷ್ಟ್ರೀಯ ವಿಜ್ಞಾನ ದಿನವನ್ನಾಗಿ ಆಚರಿಸಲಾಗುತ್ತದೆ. <box>233 1048 756 1249</box>
article-lead-text: ಕೋಲಾರ, ಮಾ.1-ಕರ್ನಾಟಕ ರಾಜ್ಯ ಸರ್ಕಾರದ ಕಾರ್ಯಕ್ರಮದ ಪ್ರಕಟಣೆಯನ್ನು ಉರ್ದು ಭಾಷೆಯಲ್ಲಿ ಹೊರಡಿಸಿರುವುದನ್ನು ಕೋಲಾರ ಜಿಲ್ಲೆ ಕರವೇ ಪ್ರವೀಣ್ ಶೆಟ್ಟಿ ಬಣ ಜಿಲ್ಲಾಧ್ಯಕ್ಷರು ತೀವ್ರವಾಗಿ ಖಂಡಿಸಿದ್ದಾರೆ. ಕನ್ನಡ ನಾಡಿನಲ್ಲಿ ಆಡಳಿತ ಭಾಷೆ ಕನ್ನಡವಾಗಿದ್ದು, ಸರ್ಕಾರಿ ಕಾರ್ಯಕ್ರಮಗಳ ಪ್ರಕಟಣೆ ಕನ್ನಡದಲ್ಲೇ ಇರಬೇಕು ಎಂದರು. <box>775 2112 952 2272</box>
photo-felicitation <box>233 1971 574 2172</box>
article-lead-text: ಕೋಲಾರ, ಮಾ.1-ಕರ್ನಾಟಕ ರಾಜ್ಯ ವಿದ್ಯುತ್ ಗುತ್ತಿಗೆದಾರರ ಸಂಘದ ಕೋಲಾರ ಜಿಲ್ಲಾ ಘಟಕದ ವಾರ್ಷಿಕ ಮಹಾಸಭೆಯನ್ನು ನಗರದ ಪತ್ರಕರ್ತರ ಭವನದಲ್ಲಿ ಹಮ್ಮಿಕೊಳ್ಳಲಾಗಿತ್ತು. ಕಾರ್ಯಕ್ರಮವನ್ನು ಉದ್ಘಾಟಿಸಿ ಮಾತನಾಡಿದ ಅಧ್ಯಕ್ಷರು, ವಿದ್ಯುತ್ ಗುತ್ತಿಗೆದಾರರ ಸಮಸ್ಯೆಗಳ ಪರಿಹಾರಕ್ಕೆ ಸಂಘಟಿತ ಹೋರಾಟ ಅಗತ್ಯ ಎಂದರು. <box>1134 1816 1304 1996</box>
article-court-misled <box>775 148 1490 956</box>
article-lead-text: ಕೋಲಾರ, ಮಾ.1-ಭಾರತೀಯ ಮಕ್ಕಳ ವೈದ್ಯರ ಅಕಾಡೆಮಿ (ಐಎಪಿ) ರಾಷ್ಟ್ರೀಯ ಅಧ್ಯಕ್ಷರು ಕೋಲಾರದ ಆಲಂಬಗಿರಿ ಬಡಾವಣೆಯಲ್ಲಿನ ದೇವರಾಜ ಅರಸು ವೈದ್ಯಕೀಯ ಕಾಲೇಜಿಗೆ ಭೇಟಿ ನೀಡಿ ಉಪನ್ಯಾಸ ನೀಡಿದರು. ಈ ಸಂದರ್ಭದಲ್ಲಿ ಅವರು ಮಾತನಾಡಿ, ಮಕ್ಕಳ ಆರೋಗ್ಯ ಸಮಸ್ಯೆಗಳ ಕುರಿತು ಜಾಗೃತಿ ಮೂಡಿಸುವುದು ಮತ್ತು ವೈದ್ಯಕೀಯ ಶಿಕ್ಷಣದಲ್ಲಿ ಶ್ರೇಷ್ಠತೆ ಸಾಧಿಸುವುದು ಅಗತ್ಯವಾಗಿದೆ. ವಿದ್ಯಾರ್ಥಿಗಳು ಸಂಶೋಧನೆಯಲ್ಲಿ ತೊಡಗಿಸಿಕೊಳ್ಳಬೇಕು ಎಂದು ಸಲಹೆ ನೀಡಿದರು. ಐಎಪಿ ಕೋಲಾರ ಶಾಖೆಯ ಅಧ್ಯಕ್ಷ ಡಾ. ಬಸವರಾಜು ಹಾಗೂ ಪ್ರಾಧ್ಯಾಪಕರು ಹಾಜರಿದ್ದರು. <box>44 1489 222 1773</box>
article-lead-text: ಬಂಗಾರಪೇಟೆ, ಮಾ.1-ಯಾವುದೇ ವ್ಯಕ್ತಿ ತನ್ನ ಗುರಿ ಸಾಧಿಸಬೇಕಾದರೆ ಶಿಕ್ಷಣ ಮತ್ತು ಪರಿಶ್ರಮ ಅಗತ್ಯ. ಶಿಕ್ಷಣದ ಜೊತೆಗೆ ಸತತ ಪ್ರಯತ್ನವಿದ್ದರೆ ಯಶಸ್ಸು ಖಂಡಿತ ಎಂದು ಕೆಎಎಸ್ ಅಧಿಕಾರಿ ಅಶ್ವಿನಿ ತಿಳಿಸಿದರು. ತಮ್ಮ ನಿವಾಸದಲ್ಲಿ ತಮ್ಮನ್ನು ಅಭಿನಂದಿಸಲು ಆಗಮಿಸಿದ ವಿವಿಧ ಸಂಘಟನೆಗಳ ಮುಖಂಡರನ್ನು ಉದ್ದೇಶಿಸಿ ಮಾತನಾಡಿದರು. <box>44 1974 222 2134</box>
headline-line-2: ಹೋರಾಟ ಅನಿವಾರ್ಯ <box>832 1015 1072 1052</box>
article-lead-text: ಕೋಲಾರ, ಮಾ.1- ಕೆ.ಜಿ.ಎಫ್. ನಗರ ಪೊಲೀಸ್ ಠಾಣೆಯ ವ್ಯಾಪ್ತಿಗೆ ಸಂಬಂಧಿಸಿದಂತೆ ಕಳೆದ 2011 ರಿಂದ 2026 ರವರೆಗೆ ಹಲವಾರು ದೂರುಗಳನ್ನು ನೀಡಿದ್ದರೂ ಸಹ ಸಮರ್ಪಕವಾಗಿ ತನಿಖೆ ನಡೆಸದೆ ನ್ಯಾಯಾಲಯಕ್ಕೆ ತಪ್ಪು ಮಾಹಿತಿ ನೀಡಲಾಗಿದೆ ಎಂದು ದೂರುದಾರರು ಆರೋಪಿಸಿದರು. <box>775 206 945 345</box>
article-electrical-contractors <box>775 1764 1490 2046</box>
black-dot <box>125 2364 147 2387</box>
black-dot <box>1377 2364 1399 2387</box>
cyan-dot <box>44 2364 67 2387</box>
